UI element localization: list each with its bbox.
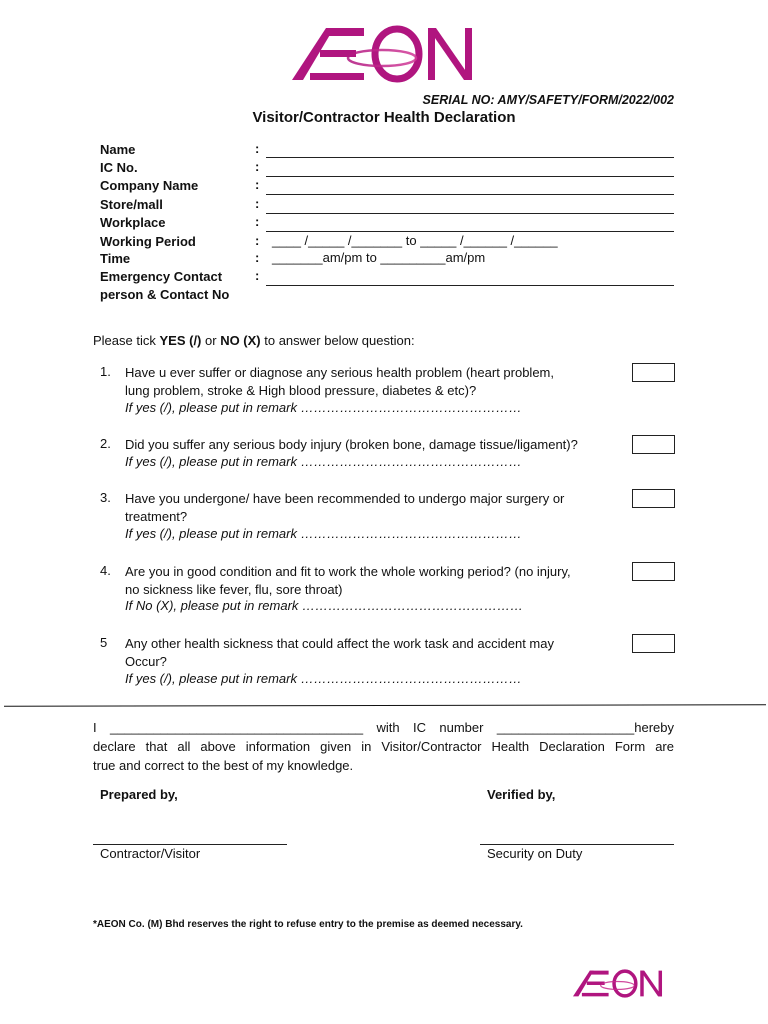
question-2-remark: If yes (/), please put in remark ……………………………………………	[125, 454, 522, 469]
question-1-line1: Have u ever suffer or diagnose any serious health problem (heart problem,	[125, 365, 554, 380]
question-3-line1: Have you undergone/ have been recommended to undergo major surgery or	[125, 491, 565, 506]
question-3-line2: treatment?	[125, 509, 188, 524]
question-1-text	[125, 364, 630, 400]
question-1-remark: If yes (/), please put in remark ……………………………………………	[125, 400, 522, 415]
name-input-line[interactable]	[266, 157, 674, 158]
question-3-number: 3.	[100, 490, 111, 505]
contractor-visitor-caption: Contractor/Visitor	[100, 846, 201, 861]
workplace-colon: :	[255, 214, 260, 229]
question-4-remark: If No (X), please put in remark ……………………………………………	[125, 598, 524, 613]
company-name-input-line[interactable]	[266, 194, 674, 195]
instruction-no: NO (X)	[220, 333, 261, 348]
time-colon: :	[255, 250, 260, 265]
workplace-input-line[interactable]	[266, 231, 674, 232]
question-5-text	[125, 635, 630, 671]
time-input[interactable]: _______am/pm to _________am/pm	[272, 250, 486, 265]
ic-no-label: IC No.	[100, 160, 138, 175]
company-name-colon: :	[255, 177, 260, 192]
instruction-mid: or	[201, 333, 221, 348]
emergency-contact-label: Emergency Contact	[100, 269, 223, 284]
emergency-contact-input-line[interactable]	[266, 285, 674, 286]
question-5-tick-box[interactable]	[632, 634, 675, 653]
question-4-line2: no sickness like fever, flu, sore throat)	[125, 582, 343, 597]
time-label: Time	[100, 251, 131, 266]
ic-no-colon: :	[255, 159, 260, 174]
question-4-number: 4.	[100, 563, 111, 578]
working-period-input[interactable]: ____ /_____ /_______ to _____ /______ /______	[272, 233, 558, 248]
question-3-tick-box[interactable]	[632, 489, 675, 508]
prepared-by-heading: Prepared by,	[100, 787, 178, 802]
instruction-yes: YES (/)	[159, 333, 202, 348]
aeon-logo-footer	[572, 964, 664, 1002]
verified-by-heading: Verified by,	[487, 787, 556, 802]
question-5-remark: If yes (/), please put in remark ……………………………………………	[125, 671, 522, 686]
question-2-text	[125, 436, 630, 454]
section-divider	[4, 704, 766, 707]
declaration-line-2: declare that all above information given in Visitor/Contractor Health Declaration Form are	[93, 739, 674, 754]
tick-instruction	[93, 333, 415, 348]
question-3-remark: If yes (/), please put in remark ……………………………………………	[125, 526, 522, 541]
store-mall-input-line[interactable]	[266, 213, 674, 214]
question-2-number: 2.	[100, 436, 111, 451]
question-2-line1: Did you suffer any serious body injury (broken bone, damage tissue/ligament)?	[125, 437, 578, 452]
question-2-tick-box[interactable]	[632, 435, 675, 454]
working-period-colon: :	[255, 233, 260, 248]
question-4-text	[125, 563, 630, 599]
instruction-suffix: to answer below question:	[260, 333, 415, 348]
workplace-label: Workplace	[100, 215, 166, 230]
name-label: Name	[100, 142, 136, 157]
aeon-logo	[290, 22, 476, 84]
question-4-tick-box[interactable]	[632, 562, 675, 581]
question-4-line1: Are you in good condition and fit to work the whole working period? (no injury,	[125, 564, 571, 579]
contractor-signature-line[interactable]	[93, 844, 287, 845]
declaration-line-3: true and correct to the best of my knowledge.	[93, 758, 354, 773]
form-title: Visitor/Contractor Health Declaration	[252, 109, 516, 126]
instruction-prefix: Please tick	[93, 333, 160, 348]
emergency-contact-colon: :	[255, 268, 260, 283]
question-1-line2: lung problem, stroke & High blood pressure, diabetes & etc)?	[125, 383, 477, 398]
refusal-footnote: *AEON Co. (M) Bhd reserves the right to refuse entry to the premise as deemed necessary.	[93, 919, 523, 930]
declaration-line-1[interactable]: I ___________________________________ with IC number ___________________hereby	[93, 720, 674, 735]
security-on-duty-caption: Security on Duty	[487, 846, 583, 861]
company-name-label: Company Name	[100, 178, 199, 193]
question-5-line2: Occur?	[125, 654, 167, 669]
store-mall-colon: :	[255, 196, 260, 211]
question-3-text	[125, 490, 630, 526]
question-5-line1: Any other health sickness that could affect the work task and accident may	[125, 636, 554, 651]
serial-number: SERIAL NO: AMY/SAFETY/FORM/2022/002	[422, 93, 674, 107]
question-1-tick-box[interactable]	[632, 363, 675, 382]
working-period-label: Working Period	[100, 234, 196, 249]
question-5-number: 5	[100, 635, 108, 650]
store-mall-label: Store/mall	[100, 197, 163, 212]
emergency-contact-label-line2: person & Contact No	[100, 287, 230, 302]
ic-no-input-line[interactable]	[266, 176, 674, 177]
security-signature-line[interactable]	[480, 844, 674, 845]
question-1-number: 1.	[100, 364, 111, 379]
name-colon: :	[255, 141, 260, 156]
